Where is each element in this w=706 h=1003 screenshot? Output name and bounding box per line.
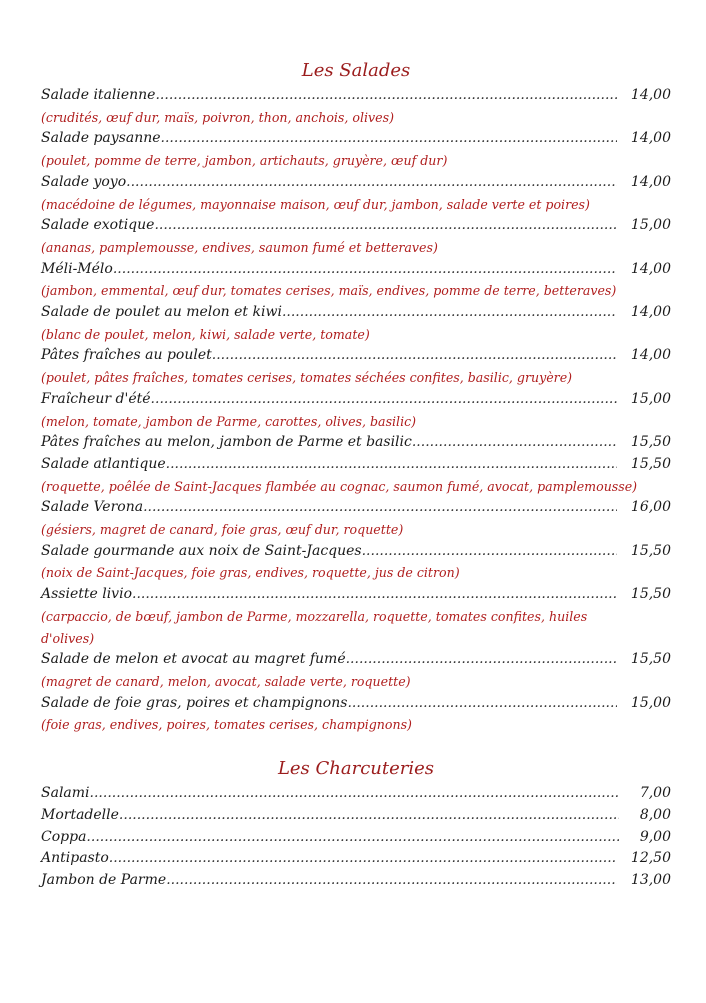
- dot-leader: [166, 870, 617, 892]
- menu-item: [41, 541, 671, 584]
- menu-item-name: Salade exotique: [41, 217, 155, 234]
- menu-item: [41, 302, 671, 345]
- menu-item-description: (ananas, pamplemousse, endives, saumon fumé et betteraves): [41, 239, 438, 255]
- menu-item-name: Salade de poulet au melon et kiwi: [41, 304, 282, 321]
- dot-leader: [412, 432, 617, 454]
- dot-leader: [155, 85, 616, 107]
- menu-item-description: (crudités, œuf dur, maïs, poivron, thon, anchois, olives): [41, 109, 394, 125]
- menu-item-name: Salade yoyo: [41, 173, 127, 190]
- menu-item-line: [41, 541, 671, 563]
- dot-leader: [282, 302, 617, 324]
- dot-leader: [166, 454, 617, 476]
- menu-item-description: (gésiers, magret de canard, foie gras, œuf dur, roquette): [41, 522, 404, 538]
- dot-leader: [154, 215, 616, 237]
- menu-item-description: (poulet, pâtes fraîches, tomates cerises, tomates séchées confites, basilic, gruyère): [41, 370, 573, 386]
- menu-item-name: Salade de melon et avocat au magret fumé: [41, 651, 346, 668]
- menu-item-price: 14,00: [630, 260, 671, 277]
- dot-leader: [86, 827, 619, 849]
- menu-item-price: 15,50: [630, 455, 671, 472]
- menu-item-name: Salade Verona: [41, 499, 144, 516]
- dot-leader: [362, 541, 617, 563]
- dot-leader: [113, 259, 617, 281]
- menu-item-description: (macédoine de légumes, mayonnaise maison, œuf dur, jambon, salade verte et poires): [41, 196, 590, 212]
- menu-item-name: Salade de foie gras, poires et champignons: [41, 694, 348, 711]
- menu-item: [41, 649, 671, 692]
- dot-leader: [212, 345, 617, 367]
- menu-item-price: 12,50: [630, 850, 671, 867]
- menu-item: [41, 345, 671, 388]
- menu-item: [41, 85, 671, 128]
- menu-item-line: [41, 454, 671, 476]
- menu-item-price: 15,50: [630, 542, 671, 559]
- menu-item-line: [41, 870, 671, 892]
- menu-item-name: Jambon de Parme: [41, 871, 167, 888]
- menu-item: [41, 693, 671, 736]
- menu-item: [41, 497, 671, 540]
- section-title: Les Charcuteries: [277, 758, 435, 780]
- menu-item-price: 8,00: [639, 806, 671, 823]
- menu-item-name: Antipasto: [41, 850, 109, 867]
- menu-item-description: (noix de Saint-Jacques, foie gras, endives, roquette, jus de citron): [41, 565, 460, 581]
- menu-item-line: [41, 128, 671, 150]
- menu-item-name: Fraîcheur d'été: [41, 390, 151, 407]
- menu-item-price: 7,00: [639, 785, 671, 802]
- menu-item: [41, 128, 671, 171]
- menu-item-line: [41, 259, 671, 281]
- menu-item-line: [41, 432, 671, 454]
- dot-leader: [347, 693, 616, 715]
- menu-item-name: Coppa: [41, 828, 87, 845]
- dot-leader: [161, 128, 617, 150]
- menu-item-name: Pâtes fraîches au poulet: [41, 347, 212, 364]
- menu-item: [41, 259, 671, 302]
- menu-item-description: (foie gras, endives, poires, tomates cerises, champignons): [41, 717, 412, 733]
- dot-leader: [126, 172, 617, 194]
- menu-item-name: Méli-Mélo: [41, 260, 113, 277]
- menu-item-line: [41, 693, 671, 715]
- menu-item: [41, 172, 671, 215]
- menu-content: [41, 58, 671, 892]
- menu-item-price: 15,50: [630, 651, 671, 668]
- menu-item-line: [41, 827, 671, 849]
- menu-item-line: [41, 584, 671, 606]
- menu-item-name: Salami: [41, 785, 90, 802]
- menu-item-line: [41, 783, 671, 805]
- menu-item-line: [41, 85, 671, 107]
- menu-item-description: (jambon, emmental, œuf dur, tomates cerises, maïs, endives, pomme de terre, betteraves): [41, 283, 617, 299]
- dot-leader: [143, 497, 617, 519]
- dot-leader: [346, 649, 617, 671]
- menu-item-description: (poulet, pomme de terre, jambon, artichauts, gruyère, œuf dur): [41, 153, 448, 169]
- menu-item: [41, 848, 671, 870]
- menu-item-name: Pâtes fraîches au melon, jambon de Parme et basilic: [41, 434, 412, 451]
- menu-item-name: Assiette livio: [41, 586, 132, 603]
- menu-item-description: (melon, tomate, jambon de Parme, carottes, olives, basilic): [41, 413, 417, 429]
- menu-item: [41, 805, 671, 827]
- section-title: Les Salades: [301, 60, 411, 81]
- menu-item: [41, 783, 671, 805]
- menu-item-price: 14,00: [630, 87, 671, 103]
- menu-item-price: 15,00: [630, 390, 671, 407]
- menu-item: [41, 827, 671, 849]
- menu-item-price: 15,50: [630, 586, 671, 603]
- dot-leader: [90, 783, 619, 805]
- menu-item-name: Salade italienne: [41, 87, 156, 103]
- menu-item-price: 16,00: [630, 499, 671, 516]
- menu-item: [41, 215, 671, 258]
- menu-item-price: 15,50: [630, 434, 671, 451]
- menu-item: [41, 432, 671, 454]
- menu-item-line: [41, 345, 671, 367]
- menu-item-description: (carpaccio, de bœuf, jambon de Parme, mozzarella, roquette, tomates confites, huiles d'olives): [41, 608, 588, 646]
- menu-item-name: Salade gourmande aux noix de Saint-Jacques: [41, 542, 362, 559]
- menu-item-price: 14,00: [630, 173, 671, 190]
- menu-item-name: Salade paysanne: [41, 130, 161, 147]
- menu-item-price: 14,00: [630, 304, 671, 321]
- menu-item: [41, 454, 671, 497]
- section-charcuteries: [41, 756, 671, 892]
- menu-item: [41, 870, 671, 892]
- menu-item-price: 15,00: [630, 694, 671, 711]
- dot-leader: [119, 805, 619, 827]
- menu-item: [41, 389, 671, 432]
- menu-item-line: [41, 215, 671, 237]
- menu-item-line: [41, 805, 671, 827]
- menu-item-name: Mortadelle: [41, 806, 119, 823]
- menu-item-description: (roquette, poêlée de Saint-Jacques flambée au cognac, saumon fumé, avocat, pamplemousse): [41, 478, 638, 494]
- menu-item-line: [41, 649, 671, 671]
- menu-item-line: [41, 497, 671, 519]
- menu-item-line: [41, 172, 671, 194]
- menu-item-name: Salade atlantique: [41, 455, 166, 472]
- menu-item: [41, 584, 671, 649]
- menu-item-price: 14,00: [630, 130, 671, 147]
- menu-page: [41, 58, 671, 892]
- dot-leader: [151, 389, 617, 411]
- menu-item-price: 14,00: [630, 347, 671, 364]
- menu-item-price: 13,00: [630, 871, 671, 888]
- menu-item-description: (magret de canard, melon, avocat, salade verte, roquette): [41, 673, 411, 689]
- dot-leader: [132, 584, 617, 606]
- menu-item-description: (blanc de poulet, melon, kiwi, salade verte, tomate): [41, 326, 370, 342]
- section-salades: [41, 58, 671, 736]
- menu-item-price: 15,00: [630, 217, 671, 234]
- menu-item-line: [41, 848, 671, 870]
- dot-leader: [109, 848, 617, 870]
- menu-item-line: [41, 302, 671, 324]
- menu-item-line: [41, 389, 671, 411]
- menu-item-price: 9,00: [639, 828, 671, 845]
